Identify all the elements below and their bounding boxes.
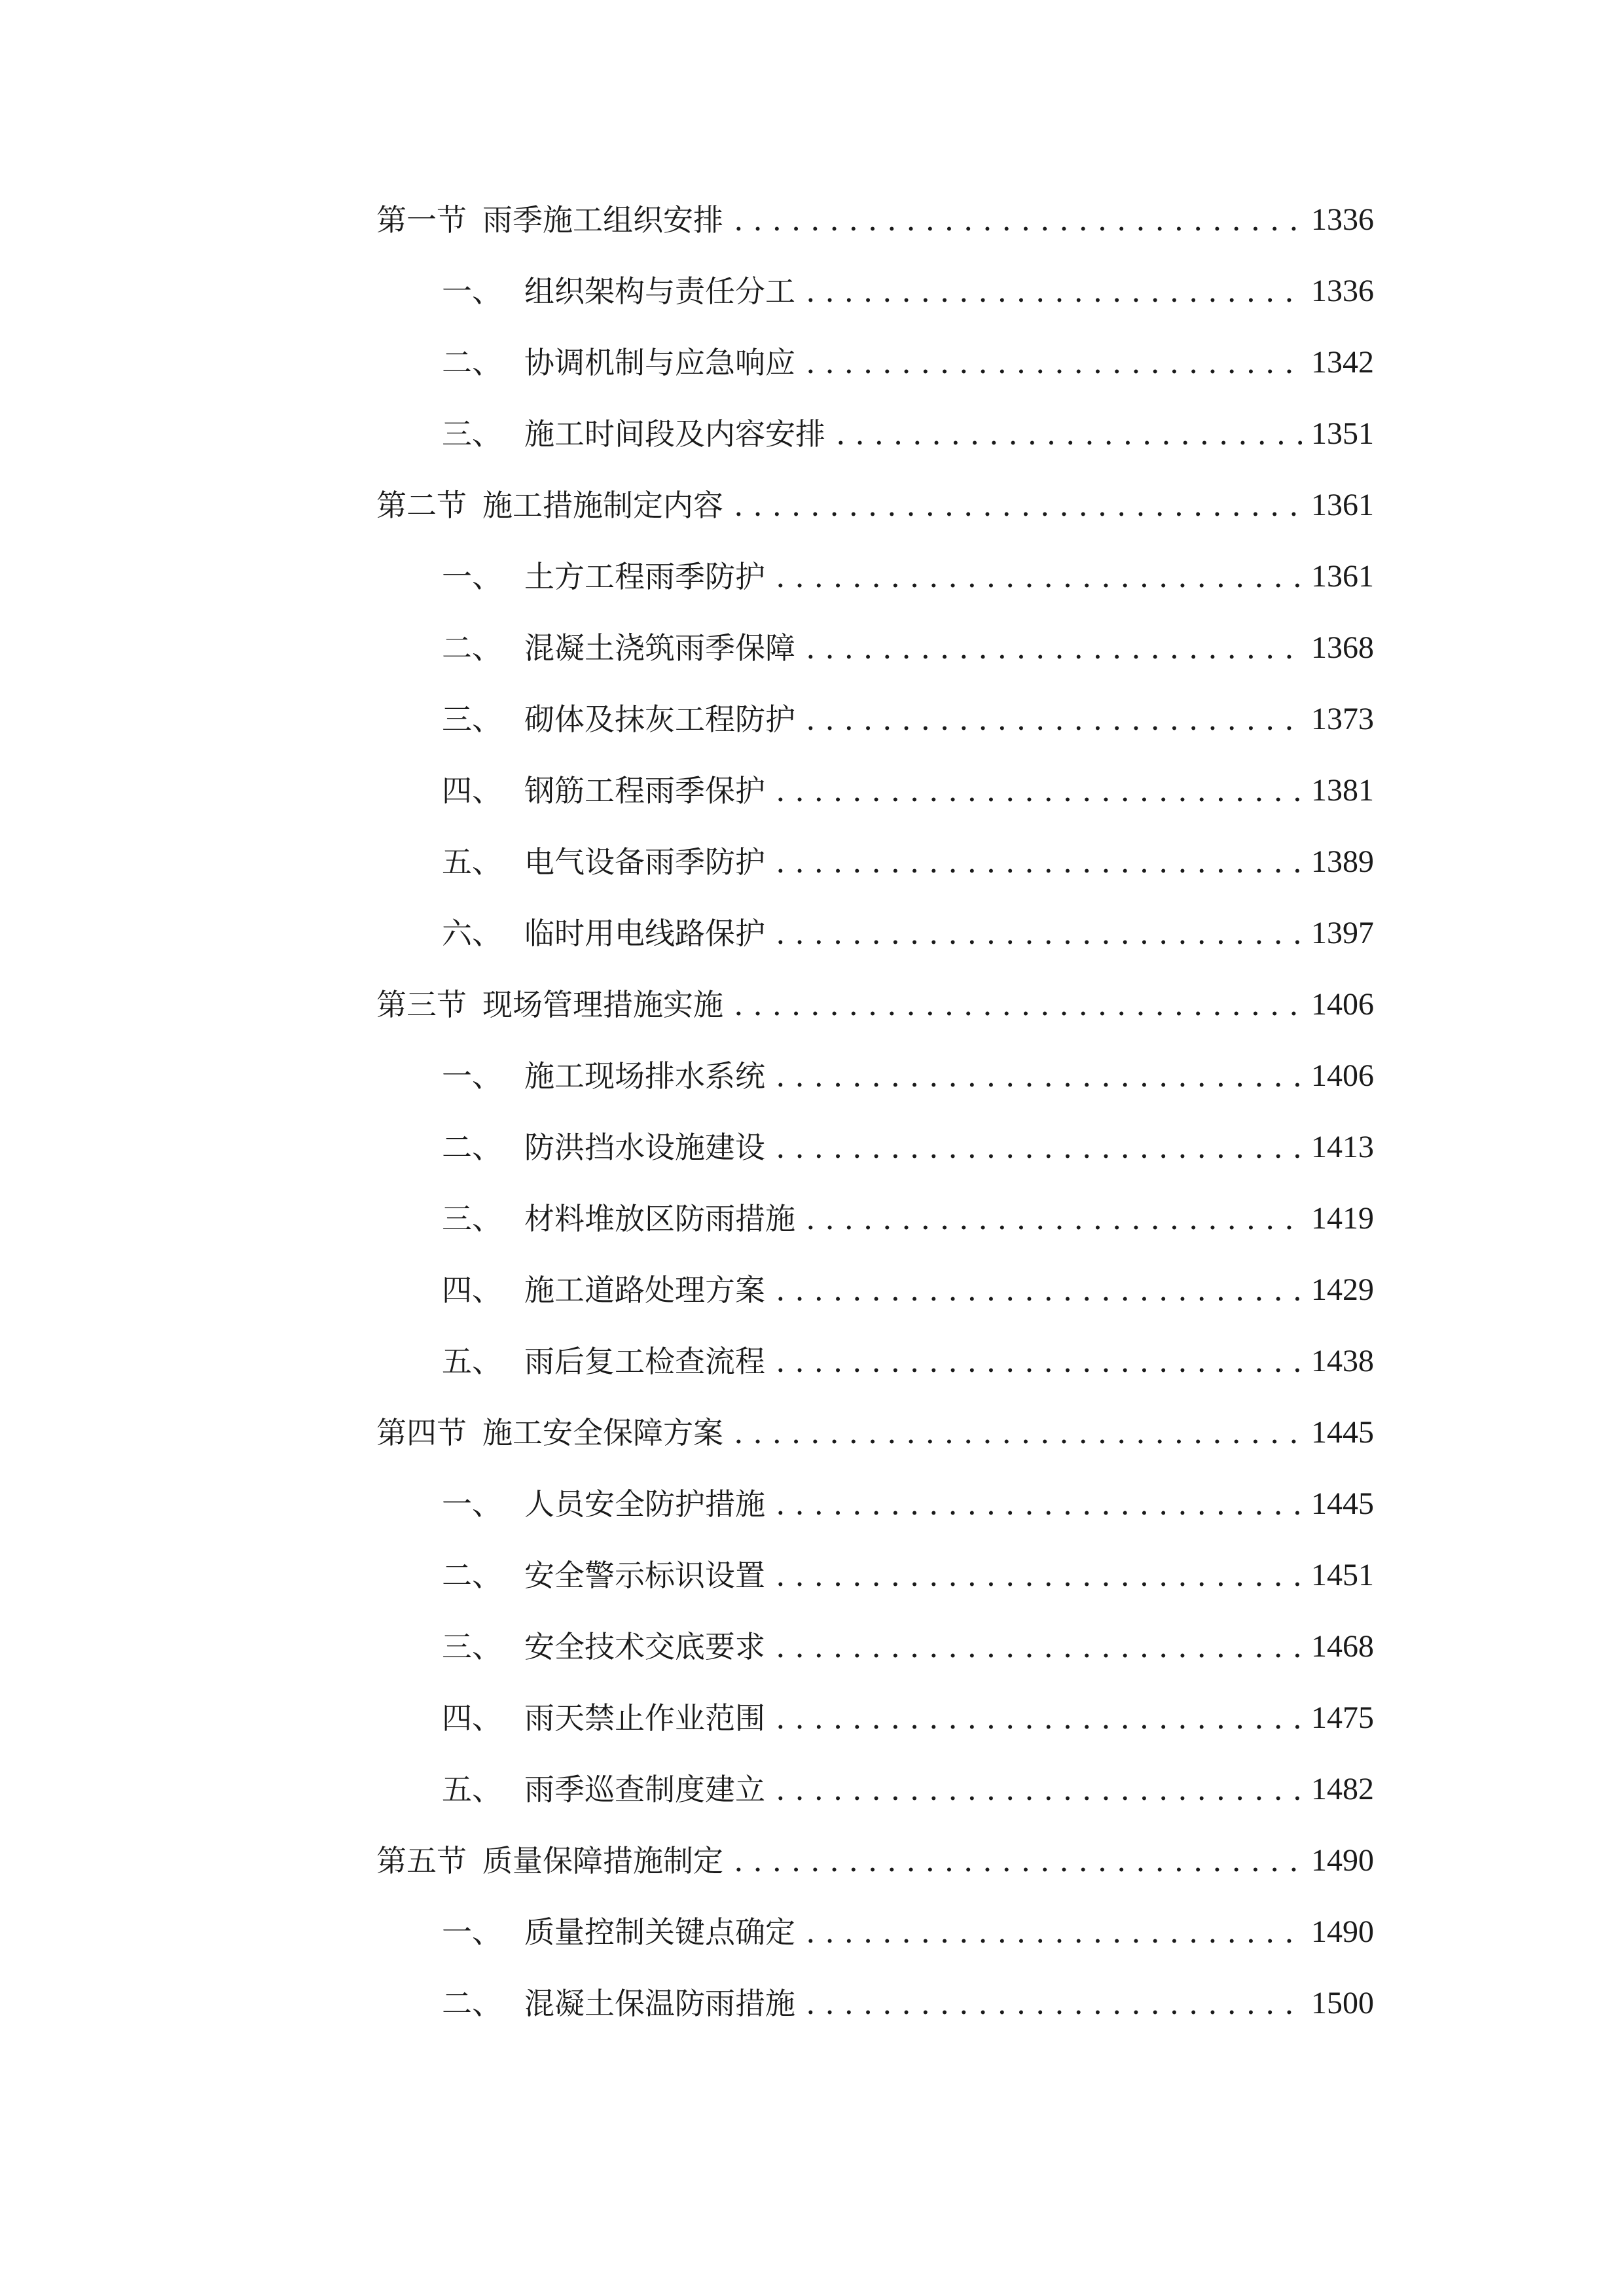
toc-page-number: 1413 xyxy=(1311,1130,1374,1164)
dot-leader xyxy=(776,1763,1302,1816)
toc-title: 施工道路处理方案 xyxy=(524,1272,765,1308)
toc-page-number: 1451 xyxy=(1311,1558,1374,1592)
toc-marker: 第五节 xyxy=(376,1843,467,1878)
toc-page-number: 1373 xyxy=(1311,702,1374,736)
toc-marker: 二、 xyxy=(442,1558,502,1593)
dot-leader xyxy=(776,907,1302,960)
toc-marker: 五、 xyxy=(442,844,502,880)
toc-marker: 三、 xyxy=(442,702,502,737)
dot-leader xyxy=(776,1050,1302,1102)
toc-entry-item[interactable] xyxy=(442,1193,1374,1245)
dot-leader xyxy=(776,836,1302,888)
toc-page-number: 1445 xyxy=(1311,1486,1374,1521)
toc-title: 雨季巡查制度建立 xyxy=(524,1772,765,1807)
toc-marker: 第一节 xyxy=(376,202,467,238)
toc-title: 防洪挡水设施建设 xyxy=(524,1130,765,1165)
toc-page-number: 1429 xyxy=(1311,1272,1374,1307)
toc-marker: 二、 xyxy=(442,630,502,666)
toc-entry-section-2[interactable] xyxy=(376,479,1374,531)
toc-marker: 三、 xyxy=(442,1201,502,1236)
toc-title: 材料堆放区防雨措施 xyxy=(524,1201,795,1236)
dot-leader xyxy=(806,1193,1302,1245)
toc-title: 施工措施制定内容 xyxy=(482,488,723,523)
toc-entry-item[interactable] xyxy=(442,1335,1374,1388)
dot-leader xyxy=(776,1549,1302,1602)
toc-marker: 二、 xyxy=(442,1986,502,2021)
toc-page-number: 1500 xyxy=(1311,1986,1374,2020)
toc-page-number: 1397 xyxy=(1311,916,1374,950)
toc-entry-item[interactable] xyxy=(442,764,1374,817)
dot-leader xyxy=(776,764,1302,817)
dot-leader xyxy=(806,265,1302,317)
toc-page-number: 1419 xyxy=(1311,1201,1374,1236)
dot-leader xyxy=(806,622,1302,674)
toc-entry-item[interactable] xyxy=(442,1621,1374,1673)
toc-page-number: 1482 xyxy=(1311,1772,1374,1806)
toc-marker: 四、 xyxy=(442,1700,502,1736)
toc-page-number: 1406 xyxy=(1311,1058,1374,1093)
dot-leader xyxy=(806,1977,1302,2030)
dot-leader xyxy=(734,1407,1302,1459)
dot-leader xyxy=(806,336,1302,389)
toc-title: 施工时间段及内容安排 xyxy=(524,416,825,452)
toc-entry-item[interactable] xyxy=(442,1692,1374,1744)
toc-marker: 第三节 xyxy=(376,987,467,1022)
toc-page-number: 1389 xyxy=(1311,844,1374,879)
toc-title: 电气设备雨季防护 xyxy=(524,844,765,880)
toc-marker: 四、 xyxy=(442,1272,502,1308)
toc-title: 土方工程雨季防护 xyxy=(524,559,765,594)
toc-entry-item[interactable] xyxy=(442,1264,1374,1316)
toc-title: 砌体及抹灰工程防护 xyxy=(524,702,795,737)
toc-title: 混凝土浇筑雨季保障 xyxy=(524,630,795,666)
toc-marker: 第二节 xyxy=(376,488,467,523)
toc-entry-item[interactable] xyxy=(442,336,1374,389)
toc-marker: 二、 xyxy=(442,1130,502,1165)
dot-leader xyxy=(734,978,1302,1031)
toc-page-number: 1368 xyxy=(1311,630,1374,665)
toc-page-number: 1336 xyxy=(1311,274,1374,308)
dot-leader xyxy=(734,1835,1302,1887)
toc-title: 施工安全保障方案 xyxy=(482,1415,723,1450)
toc-title: 协调机制与应急响应 xyxy=(524,345,795,380)
toc-page-number: 1468 xyxy=(1311,1629,1374,1664)
toc-title: 雨后复工检查流程 xyxy=(524,1344,765,1379)
toc-entry-item[interactable] xyxy=(442,550,1374,603)
dot-leader xyxy=(776,1478,1302,1530)
toc-page-number: 1342 xyxy=(1311,345,1374,380)
toc-entry-section-4[interactable] xyxy=(376,1407,1374,1459)
dot-leader xyxy=(776,1692,1302,1744)
dot-leader xyxy=(776,1621,1302,1673)
toc-marker: 四、 xyxy=(442,773,502,808)
toc-marker: 五、 xyxy=(442,1772,502,1807)
toc-title: 钢筋工程雨季保护 xyxy=(524,773,765,808)
toc-page-number: 1490 xyxy=(1311,1914,1374,1949)
toc-title: 质量保障措施制定 xyxy=(482,1843,723,1878)
toc-entry-item[interactable] xyxy=(442,265,1374,317)
dot-leader xyxy=(734,194,1302,246)
toc-page-number: 1490 xyxy=(1311,1843,1374,1878)
toc-title: 组织架构与责任分工 xyxy=(524,274,795,309)
toc-entry-item[interactable] xyxy=(442,622,1374,674)
toc-entry-item[interactable] xyxy=(442,1549,1374,1602)
toc-page-number: 1381 xyxy=(1311,773,1374,808)
dot-leader xyxy=(776,550,1302,603)
toc-marker: 第四节 xyxy=(376,1415,467,1450)
toc-title: 混凝土保温防雨措施 xyxy=(524,1986,795,2021)
toc-title: 安全警示标识设置 xyxy=(524,1558,765,1593)
dot-leader xyxy=(806,1906,1302,1958)
toc-title: 安全技术交底要求 xyxy=(524,1629,765,1664)
toc-entry-item[interactable] xyxy=(442,693,1374,745)
toc-title: 雨季施工组织安排 xyxy=(482,202,723,238)
toc-entry-item[interactable] xyxy=(442,1478,1374,1530)
toc-entry-section-1[interactable] xyxy=(376,194,1374,246)
toc-marker: 一、 xyxy=(442,1914,502,1950)
toc-entry-item[interactable] xyxy=(442,907,1374,960)
dot-leader xyxy=(836,408,1302,460)
toc-marker: 一、 xyxy=(442,559,502,594)
dot-leader xyxy=(734,479,1302,531)
toc-title: 雨天禁止作业范围 xyxy=(524,1700,765,1736)
dot-leader xyxy=(776,1335,1302,1388)
toc-entry-item[interactable] xyxy=(442,836,1374,888)
toc-marker: 三、 xyxy=(442,416,502,452)
toc-entry-item[interactable] xyxy=(442,1050,1374,1102)
toc-entry-section-3[interactable] xyxy=(376,978,1374,1031)
toc-title: 临时用电线路保护 xyxy=(524,916,765,951)
toc-page-number: 1361 xyxy=(1311,488,1374,522)
toc-title: 质量控制关键点确定 xyxy=(524,1914,795,1950)
dot-leader xyxy=(776,1264,1302,1316)
toc-marker: 一、 xyxy=(442,1486,502,1522)
toc-page-number: 1445 xyxy=(1311,1415,1374,1450)
toc-page-number: 1336 xyxy=(1311,202,1374,237)
toc-entry-item[interactable] xyxy=(442,408,1374,460)
toc-marker: 三、 xyxy=(442,1629,502,1664)
toc-entry-section-5[interactable] xyxy=(376,1835,1374,1887)
toc-marker: 五、 xyxy=(442,1344,502,1379)
toc-marker: 一、 xyxy=(442,274,502,309)
toc-marker: 二、 xyxy=(442,345,502,380)
toc-page-number: 1475 xyxy=(1311,1700,1374,1735)
toc-title: 现场管理措施实施 xyxy=(482,987,723,1022)
toc-page-number: 1406 xyxy=(1311,987,1374,1022)
toc-title: 施工现场排水系统 xyxy=(524,1058,765,1094)
dot-leader xyxy=(776,1121,1302,1174)
toc-page-number: 1351 xyxy=(1311,416,1374,451)
toc-title: 人员安全防护措施 xyxy=(524,1486,765,1522)
toc-entry-item[interactable] xyxy=(442,1763,1374,1816)
toc-entry-item[interactable] xyxy=(442,1906,1374,1958)
toc-entry-item[interactable] xyxy=(442,1977,1374,2030)
toc-marker: 六、 xyxy=(442,916,502,951)
toc-marker: 一、 xyxy=(442,1058,502,1094)
dot-leader xyxy=(806,693,1302,745)
toc-page-number: 1438 xyxy=(1311,1344,1374,1378)
toc-entry-item[interactable] xyxy=(442,1121,1374,1174)
toc-page-number: 1361 xyxy=(1311,559,1374,594)
